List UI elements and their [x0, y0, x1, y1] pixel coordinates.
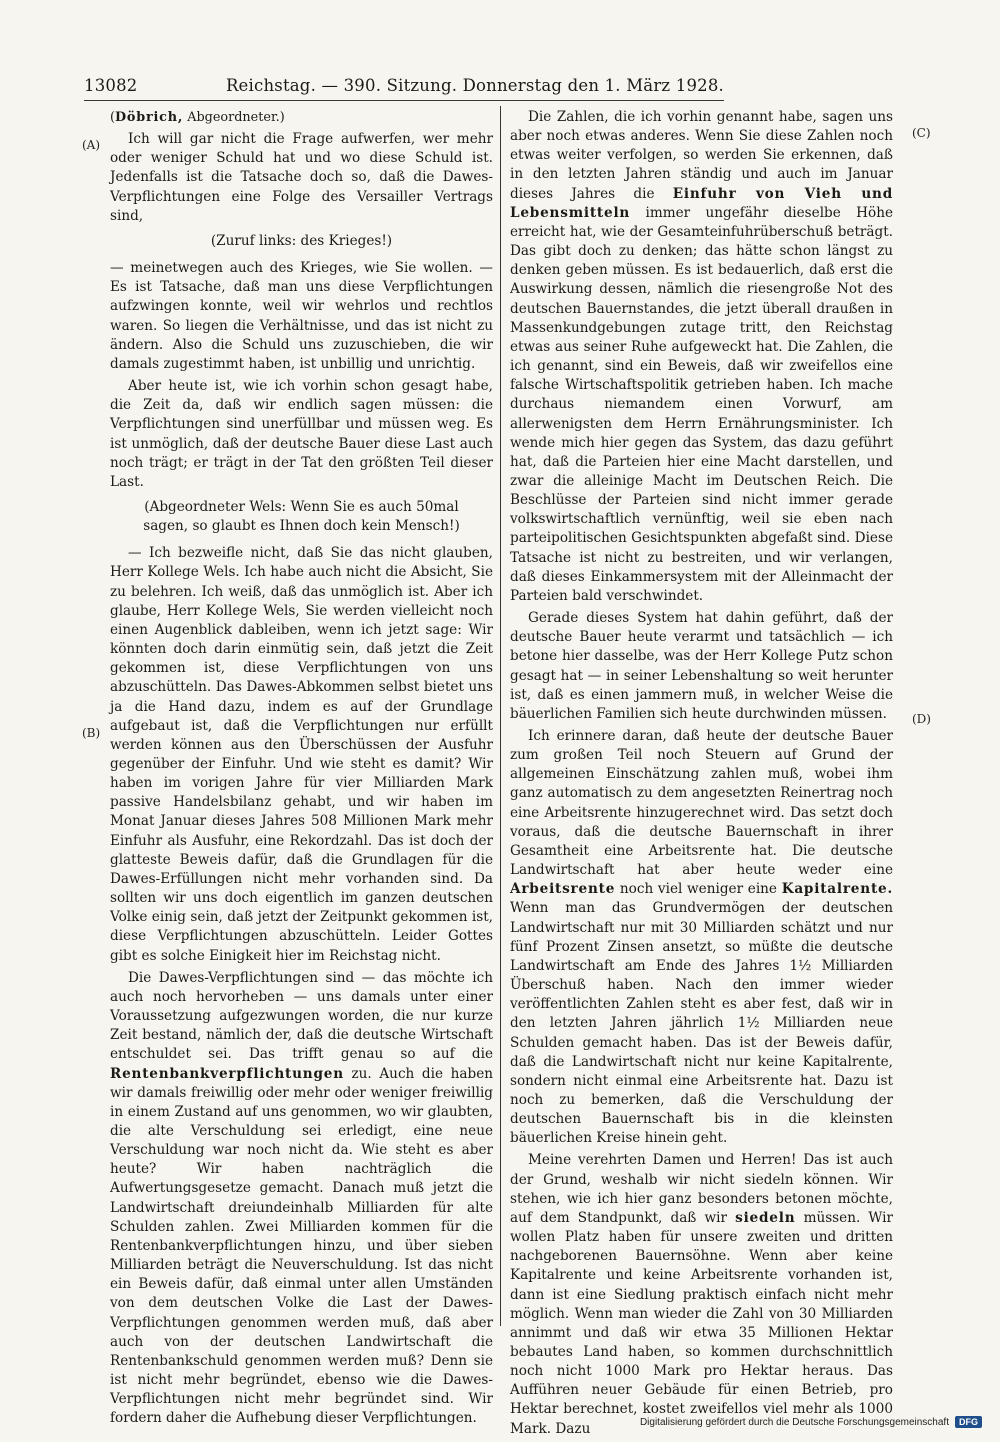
speaker-line: (Döbrich, Abgeordneter.) [110, 110, 285, 125]
interjection: (Zuruf links: des Krieges!) [210, 232, 393, 249]
paragraph: — Ich bezweifle nicht, daß Sie das nicht glauben, Herr Kollege Wels. Ich habe auch nicht die Absicht, Sie zu belehren. Ich weiß, daß das unmöglich ist. Aber ich glaube, Herr Kollege Wels, Sie werden vielleicht noch einen Augenblick dableiben, wenn ich jetzt sage: Wir könnten doch darin einmütig sein, daß jetzt die Zeit gekommen ist, diese Verpflichtungen von uns abzuschütteln. Das Dawes-Abkommen selbst bietet uns ja die Hand dazu, indem es auf der Grundlage aufgebaut ist, daß die Verpflichtungen nur erfüllt werden können aus den Überschüssen der Ausfuhr gegenüber der Einfuhr. Und wie steht es damit? Wir haben im vorigen Jahre für vier Milliarden Mark passive Handelsbilanz gehabt, und wir haben im Monat Januar dieses Jahres 508 Millionen Mark mehr Einfuhr als Ausfuhr, eine Rekordzahl. Das ist doch der glatteste Beweis dafür, daß die Grundlagen für die Dawes-Erfüllungen nicht mehr vorhanden sind. Da sollten wir uns doch eigentlich im ganzen deutschen Volke einig sein, daß jetzt der Zeitpunkt gekommen ist, diese Verpflichtungen abzuschütteln. Leider Gottes gibt es solche Einigkeit hier im Reichstag nicht. [110, 545, 493, 964]
running-title: Reichstag. — 390. Sitzung. Donnerstag den 1. März 1928. [225, 76, 724, 95]
emphasis: siedeln [735, 1209, 796, 1226]
emphasis: Kapitalrente. [781, 881, 894, 898]
paragraph [510, 108, 893, 606]
margin-marker-c: (C) [912, 126, 931, 140]
text-run: Die Zahlen, die ich vorhin genannt habe, sagen uns aber noch etwas anderes. Wenn Sie diese Zahlen noch etwas weiter verfolgen, so werden Sie erkennen, daß in den letzten Jahren ständig und auch im Januar dieses Jahres die [510, 109, 893, 202]
text-run: Wenn man das Grundvermögen der deutschen Landwirtschaft nur mit 30 Milliarden schätzt und nur fünf Prozent Zinsen ansetzt, so müßte die deutsche Landwirtschaft am Ende des Jahres 1½ Milliarden Überschuß haben. Nach den immer wieder veröffentlichten Zahlen steht es aber fest, daß wir in den letzten Jahren jährlich 1½ Milliarden neue Schulden gemacht haben. Das ist der Beweis dafür, daß die Landwirtschaft nicht nur keine Kapitalrente, sondern nicht einmal eine Arbeitsrente hat. Dazu ist noch zu bemerken, daß die Verschuldung der deutschen Bauernschaft bis in die kleinsten bäuerlichen Kreise hinein geht. [510, 900, 893, 1147]
dfg-logo-icon: DFG [955, 1416, 982, 1428]
speaker-name: Döbrich, [115, 110, 184, 125]
left-column [110, 108, 493, 1431]
digitization-footer [640, 1416, 982, 1428]
margin-marker-a: (A) [82, 138, 101, 152]
paragraph [510, 1151, 893, 1438]
text-run: zu. Auch die haben wir damals freiwillig oder mehr oder weniger freiwillig in einem Zustand auf uns genommen, wo wir glaubten, die alte Verschuldung sei erledigt, eine neue Verschuldung war noch nicht da. Wie steht es aber heute? Wir haben nachträglich die Aufwertungsgesetze gemacht. Danach muß jetzt die Landwirtschaft dreiundeinhalb Milliarden für alte Schulden zahlen. Zwei Milliarden kommen für die Rentenbankverpflichtungen hinzu, und über sieben Milliarden beträgt die Neuverschuldung. Ist das nicht ein Beweis dafür, daß einmal unter allen Umständen von dem deutschen Volke die Last der Dawes-Verpflichtungen genommen werden muß, daß aber auch von der deutschen Landwirtschaft die Rentenbankschuld genommen werden muß? Denn sie ist nicht mehr begründet, ebenso wie die Dawes-Verpflichtungen nicht mehr begründet sind. Wir fordern daher die Aufhebung dieser Verpflichtungen. [110, 1065, 493, 1427]
funding-note: Digitalisierung gefördert durch die Deutsche Forschungsgemeinschaft [639, 1416, 949, 1428]
paragraph [510, 727, 893, 1148]
page-number: 13082 [84, 76, 138, 95]
text-run: Ich erinnere daran, daß heute der deutsche Bauer zum großen Teil noch Steuern auf Grund der allgemeinen Einschätzung zahlen muß, wobei ihm ganz automatisch zu dem angesetzten Reinertrag noch eine Arbeitsrente hinzugerechnet wird. Das setzt doch voraus, daß die deutsche Bauernschaft in ihrer Gesamtheit eine Arbeitsrente hat. Die deutsche Landwirtschaft hat aber heute weder eine [510, 728, 893, 879]
text-run: immer ungefähr dieselbe Höhe erreicht hat, wie der Gesamteinfuhrüberschuß beträgt. Das gibt doch zu denken; das hätte schon längst zu denken geben müssen. Es ist bedauerlich, daß erst die Auswirkung dessen, nämlich die riesengroße Not des deutschen Bauernstandes, die jetzt überall draußen in Massenkundgebungen zutage tritt, den Reichstag etwas aus seiner Ruhe aufgeweckt hat. Die Zahlen, die ich genannt, sind ein Beweis, daß wir zweifellos eine falsche Wirtschaftspolitik getrieben haben. Ich mache durchaus niemandem einen Vorwurf, am allerwenigsten dem Herrn Ernährungsminister. Ich wende mich hier gegen das System, das dazu geführt hat, daß die Parteien hier eine Macht darstellen, und zwar die alleinige Macht im Deutschen Reich. Die Beschlüsse der Parteien sind nicht immer gerade volkswirtschaftlich vernünftig, weil sie eben nach parteipolitischen Gesichtspunkten abgefaßt sind. Diese Tatsache ist nicht zu bestreiten, und wir verlangen, daß dieses Einkammersystem mit der Alleinmacht der Parteien bald verschwindet. [510, 204, 894, 604]
paragraph: Ich will gar nicht die Frage aufwerfen, wer mehr oder weniger Schuld hat und wo diese Schuld ist. Jedenfalls ist die Tatsache doch so, daß die Dawes-Verpflichtungen eine Folge des Versailler Vertrags sind, [110, 131, 493, 224]
column-divider [500, 106, 501, 1326]
text-run: Die Dawes-Verpflichtungen sind — das möchte ich auch noch hervorheben — uns damals unter einer Voraussetzung aufgezwungen worden, die nur kurze Zeit bestand, nämlich der, daß die deutsche Wirtschaft entschuldet sei. Das trifft genau so auf die [110, 969, 493, 1063]
margin-marker-d: (D) [912, 712, 931, 726]
header-rule [84, 100, 724, 101]
text-run: noch viel weniger eine [619, 881, 777, 898]
speaker-role: Abgeordneter.) [187, 110, 285, 125]
right-column [510, 108, 893, 1442]
text-run: müssen. Wir wollen Platz haben für unsere zweiten und dritten nachgeborenen Bauernsöhne. Wenn aber keine Kapitalrente und keine Arbeitsrente vorhanden ist, dann ist eine Siedlung praktisch einfach nicht mehr möglich. Wenn man wieder die Zahl von 30 Milliarden annimmt und daß wir etwa 35 Millionen Hektar bebautes Land haben, so kommen durchschnittlich noch nicht 1000 Mark pro Hektar heraus. Das Aufführen neuer Gebäude für einen Betrieb, pro Hektar berechnet, kostet zweifellos viel mehr als 1000 Mark. Dazu [510, 1209, 893, 1437]
emphasis: Einfuhr von Vieh und Lebensmitteln [510, 185, 894, 221]
page-header [84, 76, 724, 95]
emphasis: Rentenbankverpflichtungen [110, 1065, 344, 1082]
text-run: Meine verehrten Damen und Herren! Das ist auch der Grund, weshalb wir nicht siedeln können. Wir stehen, wie ich hier ganz besonders betonen möchte, auf dem Standpunkt, daß wir [510, 1152, 893, 1226]
paragraph [110, 969, 493, 1429]
paragraph: Gerade dieses System hat dahin geführt, daß der deutsche Bauer heute verarmt und tatsächlich — ich betone hier dasselbe, was der Herr Kollege Putz schon gesagt hat — in seiner Lebenshaltung so weit herunter ist, daß es einen jammern muß, in welcher Weise die bäuerlichen Familien sich heute durchwinden müssen. [510, 610, 893, 722]
interjection: (Abgeordneter Wels: Wenn Sie es auch 50mal sagen, so glaubt es Ihnen doch kein Mensch!) [143, 498, 460, 535]
paragraph: — meinetwegen auch des Krieges, wie Sie wollen. — Es ist Tatsache, daß man uns diese Verpflichtungen aufzwingen konnte, weil wir wehrlos und rechtlos waren. So liegen die Verhältnisse, und das ist nicht zu ändern. Also die Schuld uns zuzuschieben, die wir damals zugestimmt haben, ist unbillig und unrichtig. [110, 260, 493, 372]
paragraph: Aber heute ist, wie ich vorhin schon gesagt habe, die Zeit da, daß wir endlich sagen müssen: die Verpflichtungen sind unerfüllbar und müssen weg. Es ist unmöglich, daß der deutsche Bauer diese Last auch noch trägt; er trägt in der Tat den größten Teil dieser Last. [110, 378, 493, 490]
emphasis: Arbeitsrente [510, 881, 616, 898]
margin-marker-b: (B) [82, 726, 101, 740]
